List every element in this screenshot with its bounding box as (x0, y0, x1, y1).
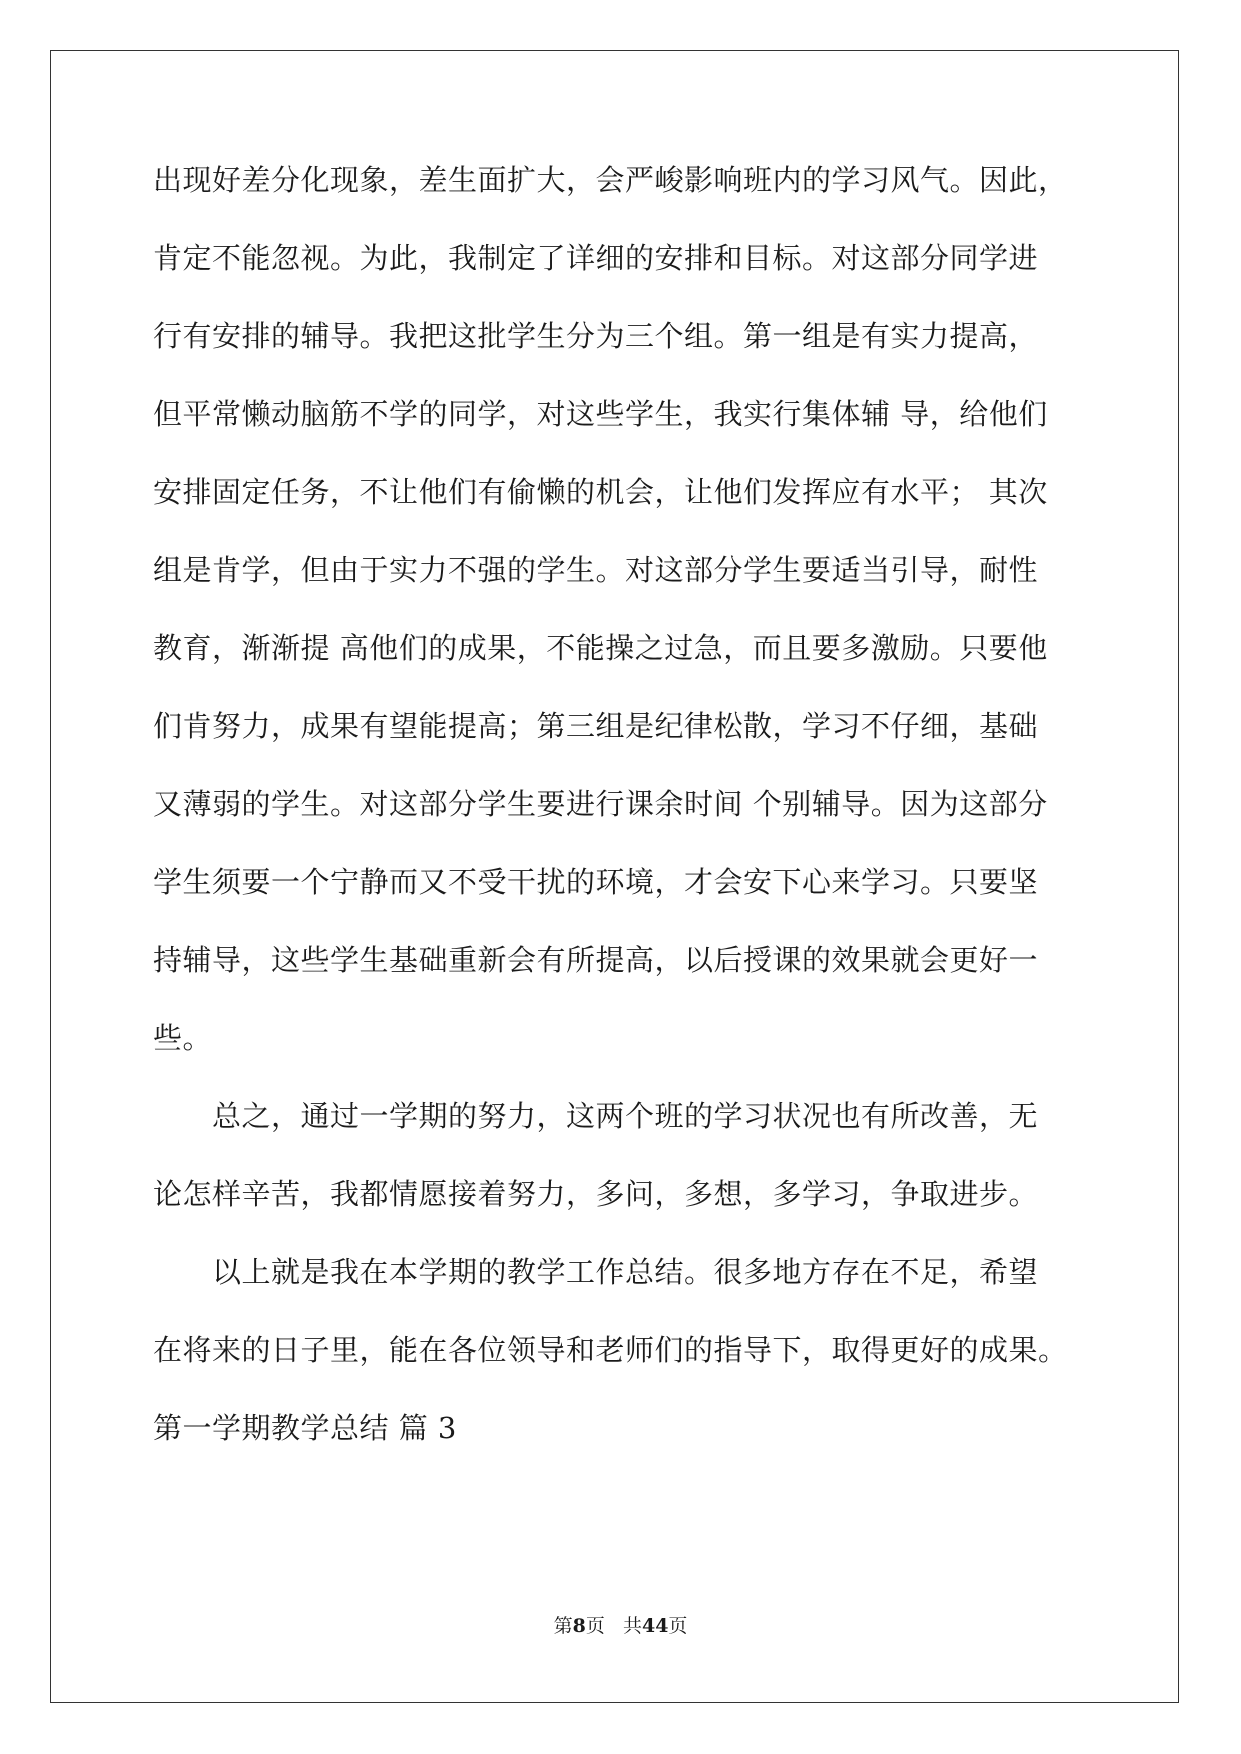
footer-prefix: 第 (553, 1615, 573, 1637)
text-line: 论怎样辛苦，我都情愿接着努力，多问，多想，多学习，争取进步。 (153, 1177, 1039, 1211)
text-line: 出现好差分化现象，差生面扩大，会严峻影响班内的学习风气。因此， (153, 163, 1068, 197)
text-line: 教育，渐渐提 高他们的成果，不能操之过急，而且要多激励。只要他 (153, 631, 1048, 665)
text-line: 们肯努力，成果有望能提高；第三组是纪律松散，学习不仔细，基础 (153, 709, 1039, 743)
page-number: 8 (572, 1615, 586, 1637)
total-pages: 44 (641, 1615, 669, 1637)
text-line: 又薄弱的学生。对这部分学生要进行课余时间 个别辅导。因为这部分 (153, 787, 1048, 821)
text-line: 以上就是我在本学期的教学工作总结。很多地方存在不足，希望 (153, 1255, 1039, 1289)
page-footer (0, 1614, 1241, 1638)
text-line: 持辅导，这些学生基础重新会有所提高，以后授课的效果就会更好一 (153, 943, 1039, 977)
footer-total-suffix: 页 (668, 1615, 688, 1637)
text-line: 行有安排的辅导。我把这批学生分为三个组。第一组是有实力提高， (153, 319, 1039, 353)
text-line: 但平常懒动脑筋不学的同学，对这些学生，我实行集体辅 导，给他们 (153, 397, 1048, 431)
text-line: 总之，通过一学期的努力，这两个班的学习状况也有所改善，无 (153, 1099, 1039, 1133)
text-line: 安排固定任务，不让他们有偷懒的机会，让他们发挥应有水平； 其次 (153, 475, 1048, 509)
footer-total-prefix: 共 (622, 1615, 642, 1637)
text-line: 肯定不能忽视。为此，我制定了详细的安排和目标。对这部分同学进 (153, 241, 1039, 275)
footer-page-suffix: 页 (585, 1615, 605, 1637)
text-line: 在将来的日子里，能在各位领导和老师们的指导下，取得更好的成果。 (153, 1333, 1068, 1367)
text-line: 组是肯学，但由于实力不强的学生。对这部分学生要适当引导，耐性 (153, 553, 1039, 587)
text-line: 些。 (153, 1021, 213, 1055)
text-line: 学生须要一个宁静而又不受干扰的环境，才会安下心来学习。只要坚 (153, 865, 1039, 899)
section-heading: 第一学期教学总结 篇 3 (153, 1411, 457, 1445)
